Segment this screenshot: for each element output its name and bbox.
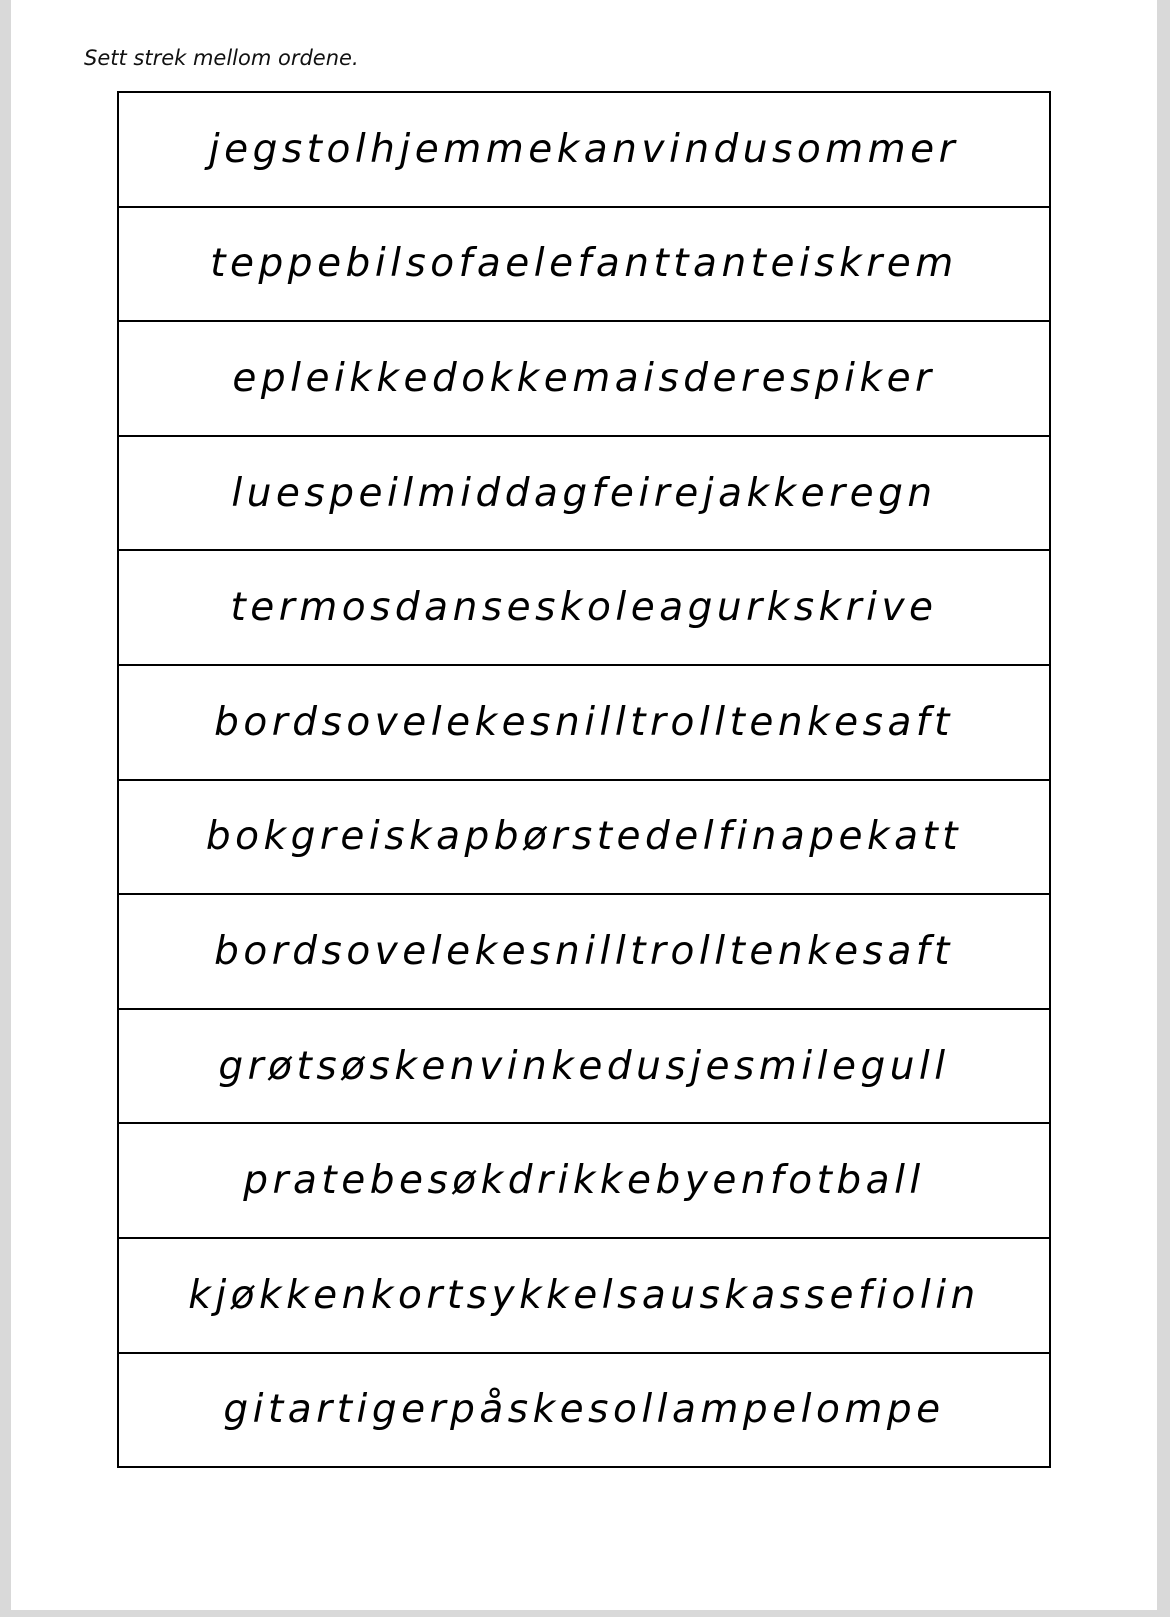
table-row [119, 551, 1049, 666]
table-row [119, 437, 1049, 552]
word-chain-text: pratebesøkdrikkebyenfotball [243, 1158, 925, 1204]
word-chain-text: bokgreiskapbørstedelfinapekatt [205, 814, 963, 860]
word-chain-text: grøtsøskenvinkedusjesmilegull [218, 1043, 950, 1089]
table-row [119, 93, 1049, 208]
word-chain-text: epleikkedokkemaisderespiker [232, 355, 936, 401]
word-chain-text: bordsovelekesnilltrolltenkesaft [214, 699, 954, 745]
table-row [119, 1239, 1049, 1354]
table-row [119, 322, 1049, 437]
worksheet-page [11, 0, 1157, 1610]
table-row [119, 781, 1049, 896]
word-chain-text: luespeilmiddagfeirejakkeregn [231, 470, 937, 516]
instruction-text: Sett strek mellom ordene. [84, 46, 359, 70]
word-chain-text: teppebilsofaelefanttanteiskrem [210, 241, 958, 287]
word-chain-text: termosdanseskoleagurkskrive [230, 585, 938, 631]
table-row [119, 1124, 1049, 1239]
table-row [119, 208, 1049, 323]
word-chain-text: gitartigerpåskesollampelompe [223, 1387, 945, 1433]
word-chain-text: kjøkkenkortsykkelsauskassefiolin [188, 1272, 980, 1318]
word-chain-text: jegstolhjemmekanvindusommer [208, 126, 960, 172]
table-row [119, 895, 1049, 1010]
word-chain-text: bordsovelekesnilltrolltenkesaft [214, 928, 954, 974]
table-row [119, 1010, 1049, 1125]
word-chain-table [117, 91, 1051, 1468]
table-row [119, 1354, 1049, 1469]
table-row [119, 666, 1049, 781]
